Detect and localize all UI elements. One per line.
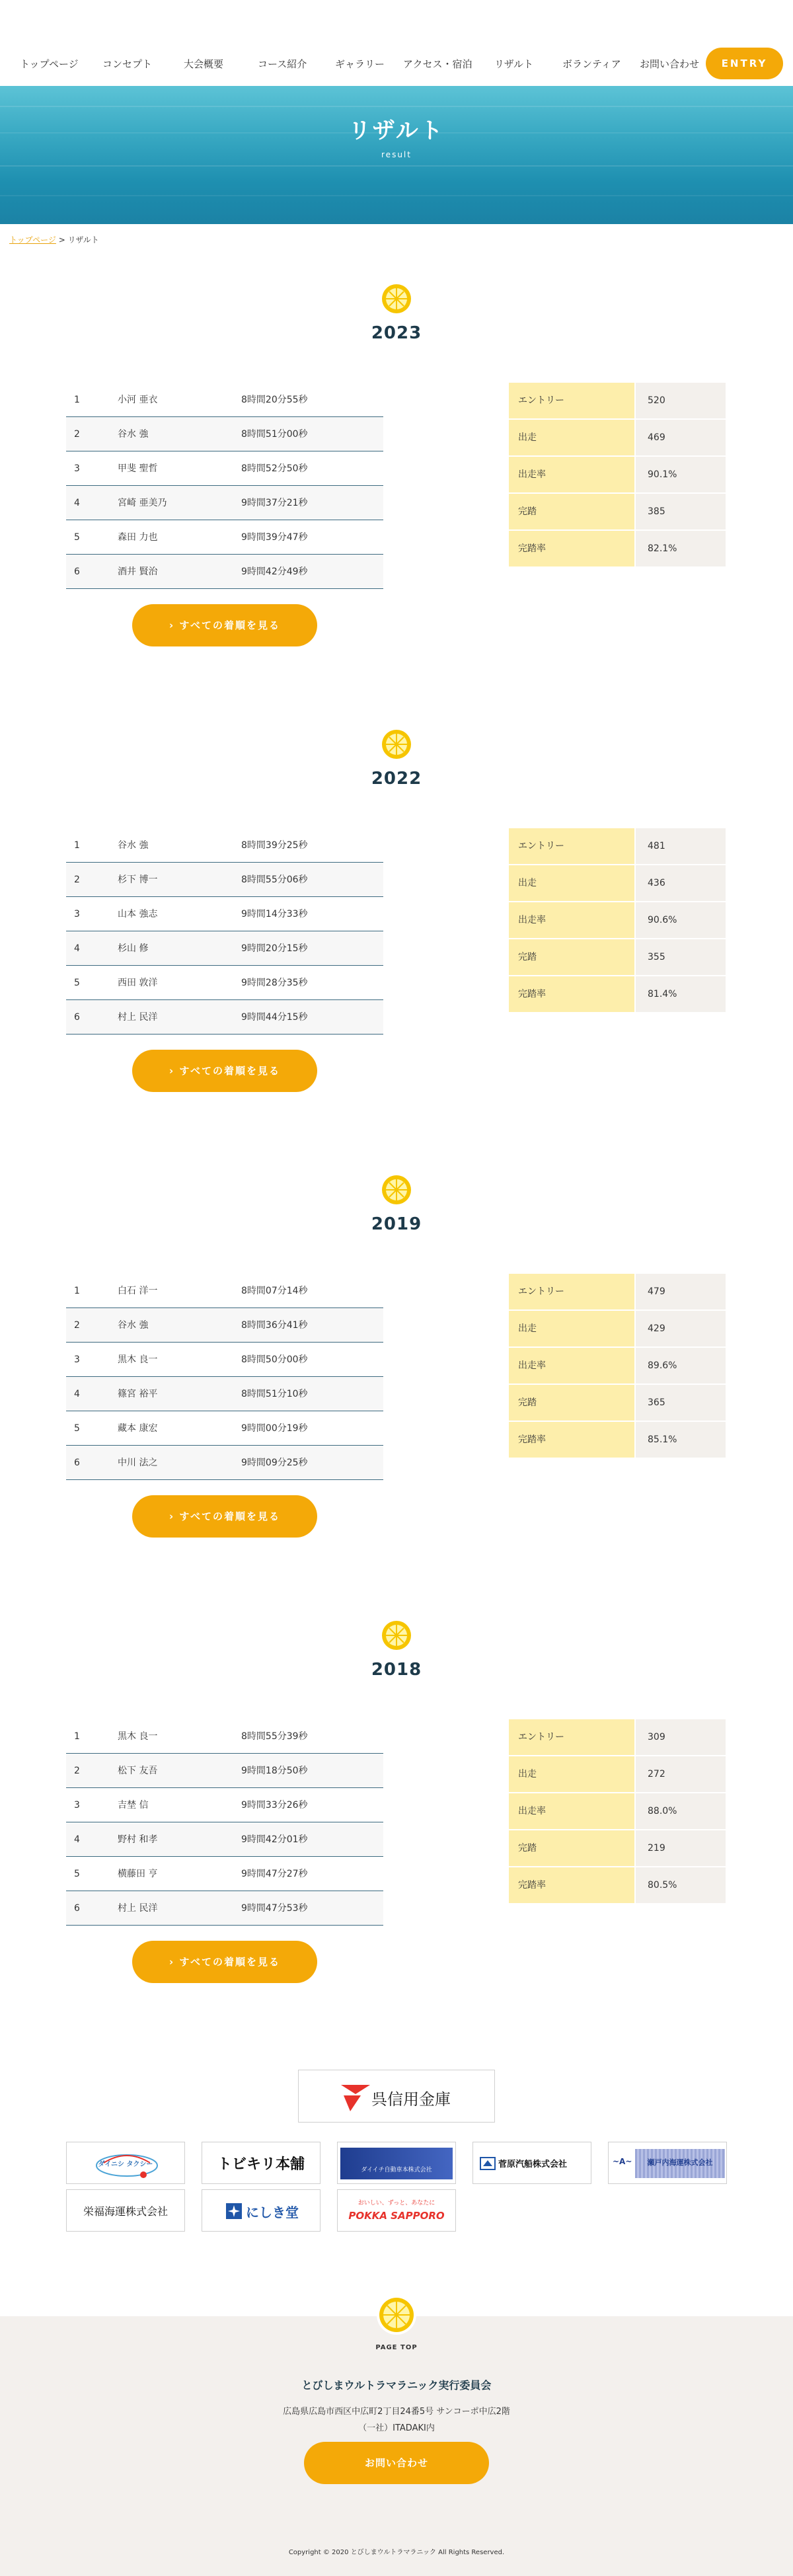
rank-number: 1 <box>74 840 80 851</box>
ranking-row <box>66 1719 383 1754</box>
rank-number: 6 <box>74 566 80 577</box>
stat-value: 481 <box>636 828 726 864</box>
site-header <box>0 0 793 86</box>
sponsor-tobikiri-name: トビキリ本舗 <box>217 2156 305 2173</box>
runner-name: 谷水 強 <box>118 429 149 440</box>
ranking-row <box>66 417 383 451</box>
result-year: 2018 <box>371 1660 422 1680</box>
stat-row <box>509 1311 726 1347</box>
finish-time: 8時間55分39秒 <box>241 1731 308 1742</box>
rank-number: 5 <box>74 1423 80 1434</box>
breadcrumb-home[interactable]: トップページ <box>9 235 56 245</box>
sponsor-pokka-name: POKKA SAPPORO <box>348 2210 445 2222</box>
rank-number: 1 <box>74 1286 80 1296</box>
rank-number: 4 <box>74 1389 80 1399</box>
stat-row <box>509 828 726 864</box>
rank-number: 3 <box>74 1354 80 1365</box>
finish-time: 9時間44分15秒 <box>241 1012 308 1023</box>
rank-number: 5 <box>74 978 80 988</box>
view-all-results-button[interactable]: › すべての着順を見る <box>132 1050 317 1092</box>
page-top-label[interactable]: PAGE TOP <box>375 2344 418 2351</box>
result-section-2023 <box>0 284 793 654</box>
stat-label: 出走 <box>509 865 634 901</box>
ranking-row <box>66 1343 383 1377</box>
view-all-results-button[interactable]: › すべての着順を見る <box>132 1495 317 1538</box>
sponsor-nishikido-name: にしき堂 <box>246 2205 299 2220</box>
nishikido-logo-icon <box>226 2203 242 2219</box>
result-section-2018 <box>0 1620 793 1990</box>
runner-name: 村上 民洋 <box>118 1012 158 1023</box>
nav-access[interactable]: アクセス・宿泊 <box>403 58 472 70</box>
stat-label: 完踏 <box>509 939 634 975</box>
result-year: 2022 <box>371 769 422 789</box>
stat-row <box>509 420 726 455</box>
stat-value: 82.1% <box>636 531 726 566</box>
stat-row <box>509 1867 726 1903</box>
rank-number: 2 <box>74 429 80 440</box>
runner-name: 酒井 賢治 <box>118 566 158 577</box>
copyright: Copyright © 2020 とびしまウルトラマラニック All Rights Reserved. <box>288 2549 505 2556</box>
finish-time: 9時間47分27秒 <box>241 1869 308 1879</box>
stat-value: 80.5% <box>636 1867 726 1903</box>
rank-number: 5 <box>74 1869 80 1879</box>
runner-name: 杉下 博一 <box>118 875 158 885</box>
runner-name: 藏本 康宏 <box>118 1423 158 1434</box>
ranking-row <box>66 1822 383 1857</box>
stat-row <box>509 1719 726 1755</box>
finish-time: 8時間51分00秒 <box>241 429 308 440</box>
ranking-row <box>66 1308 383 1343</box>
stat-label: 完踏 <box>509 1830 634 1866</box>
nav-contact[interactable]: お問い合わせ <box>640 58 700 70</box>
stat-row <box>509 902 726 938</box>
sponsor-pokka[interactable] <box>337 2189 456 2232</box>
rank-number: 2 <box>74 1766 80 1776</box>
nav-result[interactable]: リザルト <box>494 58 533 70</box>
rank-number: 3 <box>74 1800 80 1811</box>
stat-row <box>509 531 726 566</box>
sponsor-dainishi-name: ダイニシ タクシー <box>98 2161 153 2168</box>
finish-time: 8時間52分50秒 <box>241 463 308 474</box>
sponsor-kure[interactable] <box>298 2070 495 2123</box>
stat-label: 出走率 <box>509 1793 634 1829</box>
rank-number: 3 <box>74 909 80 919</box>
finish-time: 9時間28分35秒 <box>241 978 308 988</box>
result-year: 2019 <box>371 1214 422 1234</box>
sponsor-daiichi-name: ダイイチ自動車本株式会社 <box>361 2167 432 2173</box>
stat-value: 385 <box>636 494 726 529</box>
rank-number: 4 <box>74 943 80 954</box>
rank-number: 1 <box>74 395 80 405</box>
stat-value: 429 <box>636 1311 726 1347</box>
sponsor-eifuku-name: 栄福海運株式会社 <box>83 2205 168 2218</box>
entry-button[interactable]: ENTRY <box>706 48 783 79</box>
rank-number: 6 <box>74 1458 80 1468</box>
ranking-row <box>66 1788 383 1822</box>
sponsor-tobikiri[interactable] <box>202 2142 321 2184</box>
finish-time: 8時間50分00秒 <box>241 1354 308 1365</box>
stats-table <box>509 1274 726 1459</box>
runner-name: 中川 法之 <box>118 1458 158 1468</box>
ranking-table <box>66 1274 383 1480</box>
stat-value: 90.6% <box>636 902 726 938</box>
global-nav <box>0 48 793 81</box>
runner-name: 黒木 良一 <box>118 1354 158 1365</box>
stat-label: 出走率 <box>509 457 634 492</box>
finish-time: 9時間18分50秒 <box>241 1766 308 1776</box>
page-title: リザルト <box>348 118 445 144</box>
stat-value: 309 <box>636 1719 726 1755</box>
stat-row <box>509 494 726 529</box>
runner-name: 杉山 修 <box>118 943 149 954</box>
ranking-row <box>66 1857 383 1891</box>
stat-label: エントリー <box>509 383 634 418</box>
runner-name: 白石 洋一 <box>118 1286 158 1296</box>
stat-row <box>509 383 726 418</box>
nav-course[interactable]: コース紹介 <box>258 58 307 70</box>
runner-name: 山本 強志 <box>118 909 158 919</box>
ranking-row <box>66 1411 383 1446</box>
lemon-icon <box>381 1175 412 1205</box>
stat-value: 520 <box>636 383 726 418</box>
sponsor-setouchi-name: 瀬戸内海運株式会社 <box>647 2158 713 2167</box>
stat-value: 81.4% <box>636 976 726 1012</box>
runner-name: 谷水 強 <box>118 840 149 851</box>
rank-number: 6 <box>74 1012 80 1023</box>
finish-time: 9時間42分01秒 <box>241 1834 308 1845</box>
stat-value: 89.6% <box>636 1348 726 1384</box>
nav-volunteer[interactable]: ボランティア <box>562 58 621 70</box>
stat-row <box>509 1756 726 1792</box>
runner-name: 松下 友吾 <box>118 1766 158 1776</box>
sponsor-eifuku[interactable] <box>66 2189 185 2232</box>
finish-time: 8時間39分25秒 <box>241 840 308 851</box>
hero-banner <box>0 86 793 224</box>
result-section-2019 <box>0 1175 793 1545</box>
footer-contact-button[interactable]: お問い合わせ <box>304 2442 489 2484</box>
rank-number: 3 <box>74 463 80 474</box>
stat-row <box>509 1830 726 1866</box>
stat-label: 出走 <box>509 420 634 455</box>
result-year: 2023 <box>371 323 422 343</box>
ranking-row <box>66 1891 383 1926</box>
stat-row <box>509 1274 726 1309</box>
ranking-row <box>66 383 383 417</box>
sponsor-pokka-tagline: おいしい、ずっと、あなたに <box>358 2200 435 2206</box>
runner-name: 谷水 強 <box>118 1320 149 1331</box>
stat-label: 完踏率 <box>509 976 634 1012</box>
stat-label: エントリー <box>509 1719 634 1755</box>
rank-number: 2 <box>74 1320 80 1331</box>
finish-time: 9時間14分33秒 <box>241 909 308 919</box>
sponsor-setouchi[interactable]: ~A~ 瀬戸内海運株式会社 <box>608 2142 727 2184</box>
stat-label: エントリー <box>509 828 634 864</box>
stats-table <box>509 383 726 568</box>
kure-logo-icon <box>338 2081 373 2114</box>
stat-row <box>509 939 726 975</box>
footer-organization: とびしまウルトラマラニック実行委員会 <box>301 2379 492 2392</box>
rank-number: 2 <box>74 875 80 885</box>
stat-label: 完踏 <box>509 1385 634 1421</box>
stat-row <box>509 1793 726 1829</box>
runner-name: 小河 亜衣 <box>118 395 158 405</box>
stat-value: 436 <box>636 865 726 901</box>
finish-time: 9時間00分19秒 <box>241 1423 308 1434</box>
finish-time: 9時間39分47秒 <box>241 532 308 543</box>
stat-row <box>509 976 726 1012</box>
stats-table <box>509 828 726 1013</box>
stat-value: 469 <box>636 420 726 455</box>
sponsor-nishikido[interactable] <box>202 2189 321 2232</box>
ranking-row <box>66 486 383 520</box>
ranking-row <box>66 966 383 1000</box>
sponsor-sugahara-name: 菅原汽船株式会社 <box>498 2160 568 2169</box>
ranking-row <box>66 1377 383 1411</box>
breadcrumb-separator: > <box>58 235 65 245</box>
rank-number: 4 <box>74 1834 80 1845</box>
stat-label: 出走率 <box>509 902 634 938</box>
finish-time: 8時間55分06秒 <box>241 875 308 885</box>
lemon-icon <box>381 284 412 314</box>
ranking-row <box>66 520 383 555</box>
stat-label: 出走率 <box>509 1348 634 1384</box>
ranking-row <box>66 1754 383 1788</box>
runner-name: 横藤田 亨 <box>118 1869 158 1879</box>
page-top-lemon-icon[interactable] <box>375 2294 418 2347</box>
ranking-row <box>66 828 383 863</box>
stat-value: 219 <box>636 1830 726 1866</box>
ranking-row <box>66 1274 383 1308</box>
lemon-icon <box>381 729 412 760</box>
ranking-row <box>66 451 383 486</box>
runner-name: 宮崎 亜美乃 <box>118 498 167 508</box>
nav-overview[interactable]: 大会概要 <box>184 58 224 70</box>
stat-value: 272 <box>636 1756 726 1792</box>
stat-value: 90.1% <box>636 457 726 492</box>
stat-label: 出走 <box>509 1311 634 1347</box>
runner-name: 西田 敦洋 <box>118 978 158 988</box>
rank-number: 1 <box>74 1731 80 1742</box>
ranking-row <box>66 931 383 966</box>
ranking-row <box>66 1000 383 1034</box>
finish-time: 9時間33分26秒 <box>241 1800 308 1811</box>
breadcrumb-current: リザルト <box>67 235 99 245</box>
rank-number: 6 <box>74 1903 80 1914</box>
rank-number: 5 <box>74 532 80 543</box>
stat-value: 88.0% <box>636 1793 726 1829</box>
stat-row <box>509 865 726 901</box>
breadcrumb <box>9 234 99 245</box>
result-section-2022 <box>0 729 793 1099</box>
page-subtitle: result <box>381 150 412 159</box>
finish-time: 9時間42分49秒 <box>241 566 308 577</box>
runner-name: 森田 力也 <box>118 532 158 543</box>
sponsor-sugahara[interactable] <box>472 2142 591 2184</box>
sponsor-kure-name: 呉信用金庫 <box>371 2090 451 2109</box>
nav-concept[interactable]: コンセプト <box>102 58 153 70</box>
stat-row <box>509 457 726 492</box>
view-all-results-button[interactable]: › すべての着順を見る <box>132 1941 317 1983</box>
finish-time: 9時間09分25秒 <box>241 1458 308 1468</box>
stat-value: 479 <box>636 1274 726 1309</box>
sponsor-daiichi[interactable] <box>337 2142 456 2184</box>
lemon-icon <box>381 1620 412 1651</box>
ranking-row <box>66 863 383 897</box>
sponsor-dainishi[interactable] <box>66 2142 185 2184</box>
runner-name: 野村 和孝 <box>118 1834 158 1845</box>
runner-name: 篠宮 裕平 <box>118 1389 158 1399</box>
stat-value: 85.1% <box>636 1422 726 1458</box>
ranking-table <box>66 828 383 1034</box>
stats-table <box>509 1719 726 1904</box>
ranking-row <box>66 897 383 931</box>
footer-address: 広島県広島市西区中広町2丁目24番5号 サンコーポ中広2階 <box>283 2407 510 2417</box>
finish-time: 8時間51分10秒 <box>241 1389 308 1399</box>
stat-label: 完踏率 <box>509 531 634 566</box>
finish-time: 9時間20分15秒 <box>241 943 308 954</box>
sugahara-logo-icon <box>480 2157 496 2170</box>
ranking-row <box>66 1446 383 1480</box>
stat-value: 355 <box>636 939 726 975</box>
view-all-results-button[interactable]: › すべての着順を見る <box>132 604 317 646</box>
nav-top[interactable]: トップページ <box>20 58 79 70</box>
stat-row <box>509 1385 726 1421</box>
ranking-row <box>66 555 383 589</box>
stat-row <box>509 1422 726 1458</box>
stat-label: 完踏率 <box>509 1867 634 1903</box>
stat-value: 365 <box>636 1385 726 1421</box>
ranking-table <box>66 383 383 589</box>
stat-row <box>509 1348 726 1384</box>
runner-name: 吉埜 信 <box>118 1800 149 1811</box>
finish-time: 8時間20分55秒 <box>241 395 308 405</box>
finish-time: 9時間37分21秒 <box>241 498 308 508</box>
stat-label: エントリー <box>509 1274 634 1309</box>
stat-label: 出走 <box>509 1756 634 1792</box>
ranking-table <box>66 1719 383 1926</box>
finish-time: 8時間36分41秒 <box>241 1320 308 1331</box>
rank-number: 4 <box>74 498 80 508</box>
footer-address-note: （一社）ITADAKI内 <box>358 2423 435 2433</box>
stat-label: 完踏率 <box>509 1422 634 1458</box>
nav-gallery[interactable]: ギャラリー <box>335 58 385 70</box>
runner-name: 村上 民洋 <box>118 1903 158 1914</box>
stat-label: 完踏 <box>509 494 634 529</box>
runner-name: 甲斐 聖哲 <box>118 463 158 474</box>
finish-time: 9時間47分53秒 <box>241 1903 308 1914</box>
runner-name: 黒木 良一 <box>118 1731 158 1742</box>
finish-time: 8時間07分14秒 <box>241 1286 308 1296</box>
